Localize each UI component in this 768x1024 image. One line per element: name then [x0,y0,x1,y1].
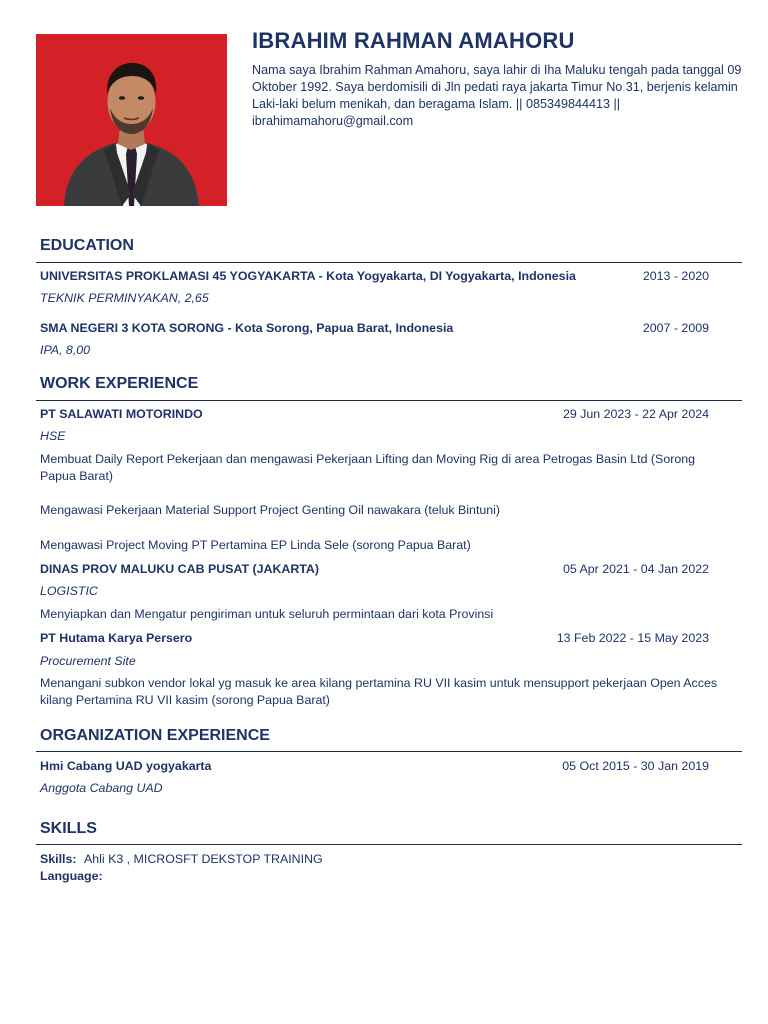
education-institution: SMA NEGERI 3 KOTA SORONG - Kota Sorong, Papua Barat, Indonesia [40,321,454,335]
organization-period: 05 Oct 2015 - 30 Jan 2019 [562,759,709,773]
work-description: Menangani subkon vendor lokal yg masuk ke area kilang pertamina RU VII kasim untuk mensupport pekerjaan Open Acces kilang Pertamina RU VII kasim (sorong Papua Barat) [40,676,718,707]
candidate-bio: Nama saya Ibrahim Rahman Amahoru, saya lahir di Iha Maluku tengah pada tanggal 09 Oktober 1992. Saya berdomisili di Jln pedati raya jakarta Timur No 31, berjenis kelamin Laki-laki belum menikah, dan beragama Islam. || 085349844413 || ibrahimamahoru@gmail.com [252,63,742,128]
skills-label: Skills: [40,852,77,866]
education-heading: EDUCATION [40,237,134,254]
education-detail: IPA, 8,00 [40,343,91,357]
work-period: 13 Feb 2022 - 15 May 2023 [556,631,709,645]
work-description: Menyiapkan dan Mengatur pengiriman untuk seluruh permintaan dari kota Provinsi [40,607,494,621]
organization-role: Anggota Cabang UAD [40,781,163,795]
work-role: HSE [40,429,66,443]
skills-divider [36,844,742,845]
work-description: Mengawasi Pekerjaan Material Support Project Genting Oil nawakara (teluk Bintuni) [40,503,501,517]
work-description: Membuat Daily Report Pekerjaan dan mengawasi Pekerjaan Lifting dan Moving Rig di area Petrogas Basin Ltd (Sorong Papua Barat) [40,452,696,483]
work-description: Mengawasi Project Moving PT Pertamina EP Linda Sele (sorong Papua Barat) [40,538,471,552]
work-period: 05 Apr 2021 - 04 Jan 2022 [562,562,709,576]
education-period: 2013 - 2020 [642,269,709,283]
skills-value: Ahli K3 , MICROSFT DEKSTOP TRAINING [83,852,323,866]
organization-heading: ORGANIZATION EXPERIENCE [40,727,270,744]
work-divider [36,400,742,401]
work-company: PT Hutama Karya Persero [40,631,193,645]
organization-divider [36,751,742,752]
profile-photo [36,34,227,206]
work-role: Procurement Site [40,654,136,668]
language-line [40,869,107,883]
work-period: 29 Jun 2023 - 22 Apr 2024 [562,407,709,421]
candidate-name: IBRAHIM RAHMAN AMAHORU [252,28,575,53]
organization-name: Hmi Cabang UAD yogyakarta [40,759,212,773]
portrait-illustration [36,34,227,206]
work-company: PT SALAWATI MOTORINDO [40,407,203,421]
skills-heading: SKILLS [40,820,97,837]
work-heading: WORK EXPERIENCE [40,375,199,392]
skills-line [40,852,323,866]
work-company: DINAS PROV MALUKU CAB PUSAT (JAKARTA) [40,562,320,576]
education-divider [36,262,742,263]
language-label: Language: [40,869,103,883]
education-period: 2007 - 2009 [642,321,709,335]
education-institution: UNIVERSITAS PROKLAMASI 45 YOGYAKARTA - Kota Yogyakarta, DI Yogyakarta, Indonesia [40,269,576,283]
education-detail: TEKNIK PERMINYAKAN, 2,65 [40,291,209,305]
work-role: LOGISTIC [40,584,98,598]
